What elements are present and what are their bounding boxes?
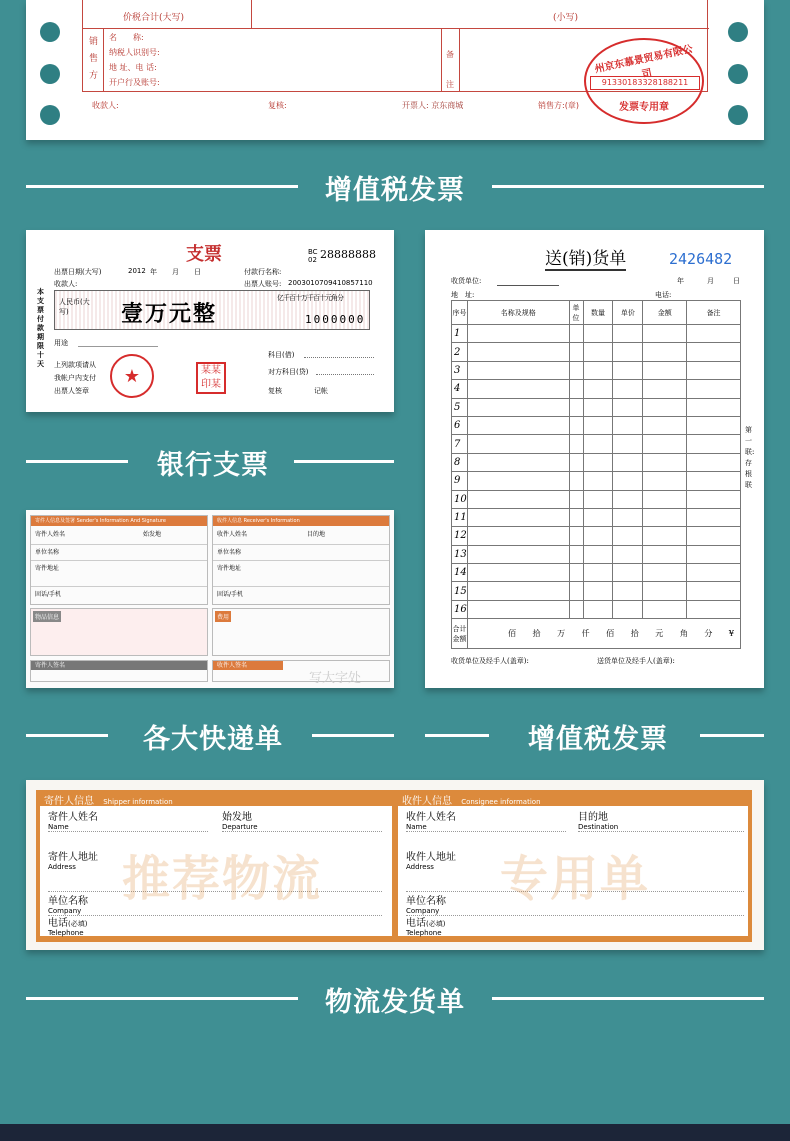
table-cell — [643, 545, 687, 563]
sender-sign-bar — [30, 660, 208, 682]
watermark-left: 推荐物流 — [122, 851, 323, 907]
row-index: 3 — [452, 361, 468, 379]
footer-issuer: 开票人: 京东商城 — [402, 101, 464, 110]
table-row — [452, 325, 741, 343]
table-cell — [583, 398, 613, 416]
package-label: 物品信息 — [33, 611, 61, 622]
punch-hole — [728, 22, 748, 42]
receiver-header: 收件人信息 Receiver's Information — [213, 516, 389, 526]
table-cell — [643, 453, 687, 471]
delivery-number: 2426482 — [669, 250, 733, 268]
seal-text: 某某印某 — [201, 365, 221, 390]
table-cell — [583, 416, 613, 434]
table-cell — [643, 398, 687, 416]
shipper-header — [44, 792, 173, 807]
sign-receiver: 收货单位及经手人(盖章): — [451, 657, 529, 665]
table-cell — [687, 398, 741, 416]
table-cell — [569, 508, 583, 526]
shipper-address-en: Address — [48, 863, 76, 871]
check-note: 上列款项请从 — [54, 361, 96, 369]
receiver-address-label: 寄件地址 — [217, 565, 242, 572]
counter-label: 对方科目(贷) — [268, 368, 309, 376]
table-row — [452, 472, 741, 490]
row-index: 4 — [452, 380, 468, 398]
consignee-phone-en: Telephone — [406, 929, 442, 937]
section-title-bank: 银行支票 — [157, 450, 269, 481]
table-cell — [613, 453, 643, 471]
punch-hole — [40, 22, 60, 42]
receiver-phone-label: 固话/手机 — [217, 591, 244, 598]
divider-line — [312, 734, 394, 737]
table-cell — [687, 380, 741, 398]
table-row — [452, 600, 741, 618]
divider-line — [700, 734, 764, 737]
table-cell — [687, 508, 741, 526]
seller-row: 纳税人识别号: — [109, 48, 160, 57]
seller-label: 销 售 方 — [89, 37, 99, 81]
destination-label: 目的地 — [578, 812, 608, 823]
total-unit: 万 — [557, 629, 568, 639]
section-title-vat-2: 增值税发票 — [528, 724, 668, 755]
table-cell — [583, 508, 613, 526]
table-row — [452, 490, 741, 508]
account-number: 2003010709410857110 — [288, 279, 373, 287]
seller-row: 开户行及账号: — [109, 78, 160, 87]
amount-digits: 1000000 — [305, 313, 366, 326]
total-unit: 角 — [679, 629, 690, 639]
table-cell — [643, 416, 687, 434]
table-cell — [613, 398, 643, 416]
destination-en: Destination — [578, 823, 619, 831]
total-unit: 佰 — [507, 629, 518, 639]
table-cell — [569, 435, 583, 453]
table-cell — [467, 527, 569, 545]
table-cell — [467, 564, 569, 582]
vat-invoice-strip — [26, 0, 764, 140]
table-cell — [613, 527, 643, 545]
table-cell — [583, 600, 613, 618]
table-row — [452, 416, 741, 434]
bank-label: 付款行名称: — [244, 268, 282, 276]
row-index: 16 — [452, 600, 468, 618]
table-cell — [643, 582, 687, 600]
table-cell — [583, 545, 613, 563]
table-cell — [687, 472, 741, 490]
table-cell — [467, 545, 569, 563]
table-cell — [613, 435, 643, 453]
phone-label: 电话: — [655, 291, 672, 299]
consignee-header-cn: 收件人信息 — [402, 796, 452, 807]
bank-seal — [110, 354, 154, 398]
row-index: 10 — [452, 490, 468, 508]
table-cell — [613, 325, 643, 343]
table-cell — [643, 472, 687, 490]
table-cell — [569, 600, 583, 618]
table-cell — [467, 472, 569, 490]
consignee-name-en: Name — [406, 823, 427, 831]
day-label: 日 — [733, 277, 740, 285]
origin-label: 始发地 — [143, 531, 162, 538]
table-cell — [613, 416, 643, 434]
receiver-name-label: 收件人姓名 — [217, 531, 248, 538]
divider-line — [26, 997, 298, 1000]
header-qty: 数量 — [583, 301, 613, 325]
consignee-name-field — [406, 808, 566, 832]
table-cell — [583, 490, 613, 508]
seller-row: 名 称: — [109, 33, 144, 42]
table-cell — [613, 343, 643, 361]
table-cell — [613, 490, 643, 508]
table-cell — [687, 343, 741, 361]
shipper-header-en: Shipper information — [103, 798, 173, 806]
consignee-name-label: 收件人姓名 — [406, 812, 456, 823]
currency-symbol: ¥ — [728, 629, 736, 639]
consignee-phone-field — [406, 914, 744, 937]
table-cell — [569, 527, 583, 545]
table-cell — [687, 490, 741, 508]
receiver-company-label: 单位名称 — [217, 549, 242, 556]
total-unit: 元 — [655, 629, 666, 639]
table-cell — [687, 453, 741, 471]
table-cell — [569, 582, 583, 600]
small-amount-label: (小写) — [553, 13, 579, 23]
table-cell — [583, 453, 613, 471]
consignee-address-label: 收件人地址 — [406, 852, 456, 863]
header-index: 序号 — [452, 301, 468, 325]
currency-label: 人民币(大写) — [59, 298, 90, 316]
amount-words: 壹万元整 — [121, 301, 218, 327]
date-year-label: 年 — [150, 268, 157, 276]
row-index: 5 — [452, 398, 468, 416]
table-cell — [583, 527, 613, 545]
serial-number: 28888888 — [320, 248, 376, 261]
table-cell — [687, 545, 741, 563]
row-index: 9 — [452, 472, 468, 490]
row-index: 13 — [452, 545, 468, 563]
table-cell — [467, 361, 569, 379]
table-cell — [687, 600, 741, 618]
sender-company-label: 单位名称 — [35, 549, 60, 556]
record-label: 记帐 — [314, 387, 328, 395]
check-title: 支票 — [186, 244, 222, 265]
row-index: 14 — [452, 564, 468, 582]
table-cell — [643, 527, 687, 545]
destination-label: 目的地 — [307, 531, 326, 538]
table-cell — [467, 343, 569, 361]
express-waybill — [26, 510, 394, 688]
table-cell — [467, 435, 569, 453]
consignee-address-en: Address — [406, 863, 434, 871]
table-cell — [687, 527, 741, 545]
shipper-name-field — [48, 808, 208, 832]
year-label: 年 — [677, 277, 684, 285]
address-label: 地 址: — [451, 291, 475, 299]
divider-line — [492, 997, 764, 1000]
table-row — [452, 361, 741, 379]
consignee-phone-label: 电话 — [406, 918, 426, 929]
table-cell — [687, 564, 741, 582]
table-cell — [643, 343, 687, 361]
shipper-phone-label: 电话 — [48, 918, 68, 929]
table-cell — [467, 380, 569, 398]
footer-review: 复核: — [268, 101, 287, 110]
subject-label: 科目(借) — [268, 351, 295, 359]
punch-hole — [40, 64, 60, 84]
table-cell — [643, 564, 687, 582]
shipper-phone-en: Telephone — [48, 929, 84, 937]
table-cell — [613, 600, 643, 618]
shipper-company-label: 单位名称 — [48, 896, 88, 907]
table-cell — [643, 361, 687, 379]
watermark-right: 专用单 — [500, 851, 651, 907]
table-cell — [643, 325, 687, 343]
table-row — [452, 582, 741, 600]
table-cell — [613, 545, 643, 563]
divider-line — [425, 734, 489, 737]
table-cell — [569, 416, 583, 434]
table-cell — [643, 508, 687, 526]
total-row — [467, 619, 740, 649]
table-cell — [569, 453, 583, 471]
consignee-company-en: Company — [406, 907, 440, 915]
table-cell — [583, 343, 613, 361]
total-unit: 佰 — [606, 629, 617, 639]
delivery-title: 送(销)货单 — [545, 244, 626, 271]
star-icon: ★ — [123, 365, 141, 387]
total-label: 价税合计(大写) — [123, 13, 185, 23]
table-cell — [583, 564, 613, 582]
side-note: 第一联:存根联 — [745, 426, 755, 489]
month-label: 月 — [707, 277, 714, 285]
table-cell — [467, 453, 569, 471]
row-index: 12 — [452, 527, 468, 545]
remark-label: 备 注 — [446, 50, 454, 89]
punch-hole — [728, 105, 748, 125]
table-cell — [569, 472, 583, 490]
row-index: 2 — [452, 343, 468, 361]
row-index: 6 — [452, 416, 468, 434]
table-row — [452, 545, 741, 563]
seller-row: 地 址、电 话: — [109, 63, 157, 72]
serial-prefix: BC 02 — [308, 248, 318, 264]
table-cell — [569, 343, 583, 361]
divider-line — [294, 460, 394, 463]
table-cell — [583, 472, 613, 490]
table-cell — [467, 398, 569, 416]
divider-line — [26, 185, 298, 188]
table-cell — [467, 325, 569, 343]
date-label: 出票日期(大写) — [54, 268, 102, 276]
table-cell — [687, 582, 741, 600]
header-unit: 单位 — [569, 301, 583, 325]
table-cell — [467, 416, 569, 434]
total-unit: 拾 — [532, 629, 543, 639]
table-row — [452, 380, 741, 398]
charge-label: 费用 — [215, 611, 231, 622]
stamp-bottom: 发票专用章 — [619, 102, 669, 113]
table-cell — [583, 325, 613, 343]
digits-header: 亿千百十万千百十元角分 — [277, 294, 343, 302]
divider-line — [492, 185, 764, 188]
table-row — [452, 435, 741, 453]
table-cell — [569, 490, 583, 508]
header-name: 名称及规格 — [467, 301, 569, 325]
table-cell — [613, 380, 643, 398]
account-label: 出票人账号: — [244, 280, 282, 288]
table-cell — [687, 325, 741, 343]
logistics-form — [26, 780, 764, 950]
stamp-text: 州京东慕景贸易有限公司 — [593, 43, 694, 81]
sender-phone-label: 固话/手机 — [35, 591, 62, 598]
table-cell — [643, 600, 687, 618]
total-unit: 拾 — [630, 629, 641, 639]
table-cell — [467, 490, 569, 508]
bank-check — [26, 230, 394, 412]
personal-seal — [196, 362, 226, 394]
table-row — [452, 343, 741, 361]
table-cell — [569, 545, 583, 563]
table-row — [452, 453, 741, 471]
row-index: 15 — [452, 582, 468, 600]
table-cell — [569, 380, 583, 398]
section-title-logistics: 物流发货单 — [325, 987, 465, 1018]
footer-seller: 销售方:(章) — [538, 101, 579, 110]
amount-box — [54, 290, 370, 330]
table-cell — [687, 435, 741, 453]
table-cell — [583, 582, 613, 600]
row-index: 7 — [452, 435, 468, 453]
departure-en: Departure — [222, 823, 258, 831]
logistics-frame — [36, 790, 752, 942]
table-row — [452, 564, 741, 582]
date-month-label: 月 — [172, 268, 179, 276]
punch-hole — [728, 64, 748, 84]
date-day-label: 日 — [194, 268, 201, 276]
sign-sender: 送货单位及经手人(盖章): — [597, 657, 675, 665]
shipper-address-label: 寄件人地址 — [48, 852, 98, 863]
table-cell — [687, 416, 741, 434]
row-index: 11 — [452, 508, 468, 526]
stamp-number: 91330183328188211 — [601, 78, 689, 87]
sender-address-label: 寄件地址 — [35, 565, 60, 572]
review-label: 复核 — [268, 387, 282, 395]
departure-label: 始发地 — [222, 812, 252, 823]
check-note: 我帐户内支付 — [54, 374, 96, 382]
row-index: 8 — [452, 453, 468, 471]
total-unit: 仟 — [581, 629, 592, 639]
destination-field — [578, 808, 744, 832]
table-cell — [569, 325, 583, 343]
sender-panel — [30, 515, 208, 605]
check-note: 出票人签章 — [54, 387, 89, 395]
table-cell — [643, 435, 687, 453]
table-cell — [583, 380, 613, 398]
consignee-header-en: Consignee information — [461, 798, 541, 806]
total-unit: 分 — [704, 629, 715, 639]
total-label: 合计金额 — [452, 619, 468, 649]
invoice-stamp — [584, 38, 704, 124]
table-cell — [613, 472, 643, 490]
table-cell — [467, 508, 569, 526]
watermark-text: 写大字处 — [309, 671, 362, 686]
table-row — [452, 398, 741, 416]
sender-header: 寄件人信息及签署 Sender's Information And Signature — [31, 516, 207, 526]
shipper-company-en: Company — [48, 907, 82, 915]
consignee-header — [402, 792, 541, 807]
header-amount: 金额 — [643, 301, 687, 325]
delivery-note — [425, 230, 764, 688]
table-cell — [569, 564, 583, 582]
receiver-panel — [212, 515, 390, 605]
table-cell — [467, 600, 569, 618]
charge-panel — [212, 608, 390, 656]
table-row — [452, 527, 741, 545]
phone-required: (必填) — [426, 920, 446, 928]
table-cell — [467, 582, 569, 600]
date-year: 2012 — [128, 267, 146, 275]
row-index: 1 — [452, 325, 468, 343]
table-cell — [613, 582, 643, 600]
table-cell — [613, 508, 643, 526]
header-remark: 备注 — [687, 301, 741, 325]
table-cell — [613, 564, 643, 582]
phone-required: (必填) — [68, 920, 88, 928]
divider-line — [26, 460, 128, 463]
section-title-vat: 增值税发票 — [325, 175, 465, 206]
shipper-header-cn: 寄件人信息 — [44, 796, 94, 807]
divider-line — [26, 734, 108, 737]
table-cell — [643, 490, 687, 508]
sender-sign-label: 寄件人签名 — [31, 661, 207, 670]
receiver-sign-bar — [212, 660, 390, 686]
table-cell — [613, 361, 643, 379]
table-cell — [687, 361, 741, 379]
table-cell — [583, 435, 613, 453]
table-cell — [643, 380, 687, 398]
delivery-table — [451, 300, 741, 649]
shipper-name-en: Name — [48, 823, 69, 831]
consignee-company-label: 单位名称 — [406, 896, 446, 907]
shipper-phone-field — [48, 914, 382, 937]
payee-label: 收款人: — [54, 280, 78, 288]
header-price: 单价 — [613, 301, 643, 325]
table-cell — [583, 361, 613, 379]
departure-field — [222, 808, 382, 832]
bottom-bar — [0, 1124, 790, 1141]
table-cell — [569, 361, 583, 379]
receiver-sign-label: 收件人签名 — [213, 661, 283, 670]
footer-payee: 收款人: — [92, 101, 119, 110]
section-title-express: 各大快递单 — [143, 724, 283, 755]
sender-name-label: 寄件人姓名 — [35, 531, 66, 538]
shipper-name-label: 寄件人姓名 — [48, 812, 98, 823]
table-cell — [569, 398, 583, 416]
purpose-label: 用途 — [54, 339, 68, 347]
punch-hole — [40, 105, 60, 125]
package-panel — [30, 608, 208, 656]
table-row — [452, 508, 741, 526]
receiver-unit-label: 收货单位: — [451, 277, 482, 285]
side-text: 本支票付款期限十天 — [37, 288, 44, 368]
